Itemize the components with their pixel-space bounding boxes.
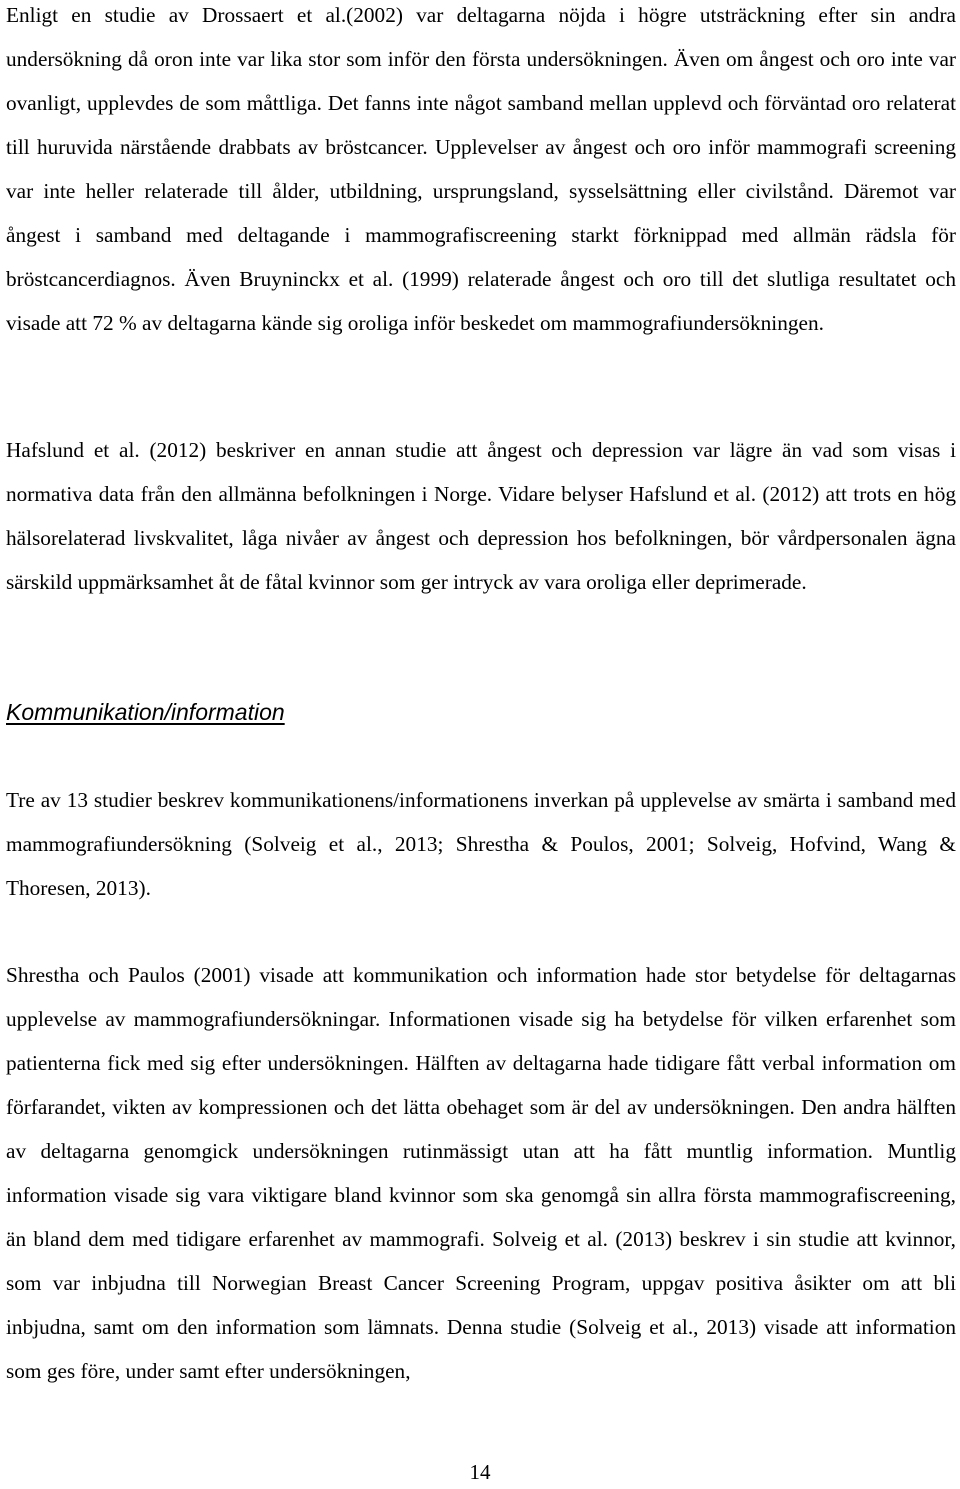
body-paragraph: Shrestha och Paulos (2001) visade att kommunikation och information hade stor betydelse för deltagarnas upplevelse av mammografiundersökningar. Informationen visade sig ha betydelse för vilken erfarenhet som patienterna fick med sig efter undersökningen. Hälften av deltagarna hade tidigare fått verbal information om förfarandet, vikten av kompressionen och det lätta obehaget som är del av undersökningen. Den andra hälften av deltagarna genomgick undersökningen rutinmässigt utan att ha fått muntlig information. Muntlig information visade sig vara viktigare bland kvinnor som ska genomgå sin allra första mammografiscreening, än bland dem med tidigare erfarenhet av mammografi. Solveig et al. (2013) beskrev i sin studie att kvinnor, som var inbjudna till Norwegian Breast Cancer Screening Program, uppgav positiva åsikter om att bli inbjudna, samt om den information som lämnats. Denna studie (Solveig et al., 2013) visade att information som ges före, under samt efter undersökningen, <box>6 963 956 1383</box>
body-paragraph: Tre av 13 studier beskrev kommunikationens/informationens inverkan på upplevelse av smärta i samband med mammografiundersökning (Solveig et al., 2013; Shrestha & Poulos, 2001; Solveig, Hofvind, Wang & Thoresen, 2013). <box>6 788 956 900</box>
section-heading: Kommunikation/information <box>6 699 285 725</box>
page-number: 14 <box>469 1460 491 1484</box>
body-paragraph: Enligt en studie av Drossaert et al.(2002) var deltagarna nöjda i högre utsträckning efter sin andra undersökning då oron inte var lika stor som inför den första undersökningen. Även om ångest och oro inte var ovanligt, upplevdes de som måttliga. Det fanns inte något samband mellan upplevd och förväntad oro relaterat till huruvida närstående drabbats av bröstcancer. Upplevelser av ångest och oro inför mammografi screening var inte heller relaterade till ålder, utbildning, ursprungsland, sysselsättning eller civilstånd. Däremot var ångest i samband med deltagande i mammografiscreening starkt förknippad med allmän rädsla för bröstcancerdiagnos. Även Bruyninckx et al. (1999) relaterade ångest och oro till det slutliga resultatet och visade att 72 % av deltagarna kände sig oroliga inför beskedet om mammografiundersökningen. <box>6 3 956 335</box>
body-paragraph: Hafslund et al. (2012) beskriver en annan studie att ångest och depression var lägre än vad som visas i normativa data från den allmänna befolkningen i Norge. Vidare belyser Hafslund et al. (2012) att trots en hög hälsorelaterad livskvalitet, låga nivåer av ångest och depression hos befolkningen, bör vårdpersonalen ägna särskild uppmärksamhet åt de fåtal kvinnor som ger intryck av vara oroliga eller deprimerade. <box>6 438 956 594</box>
